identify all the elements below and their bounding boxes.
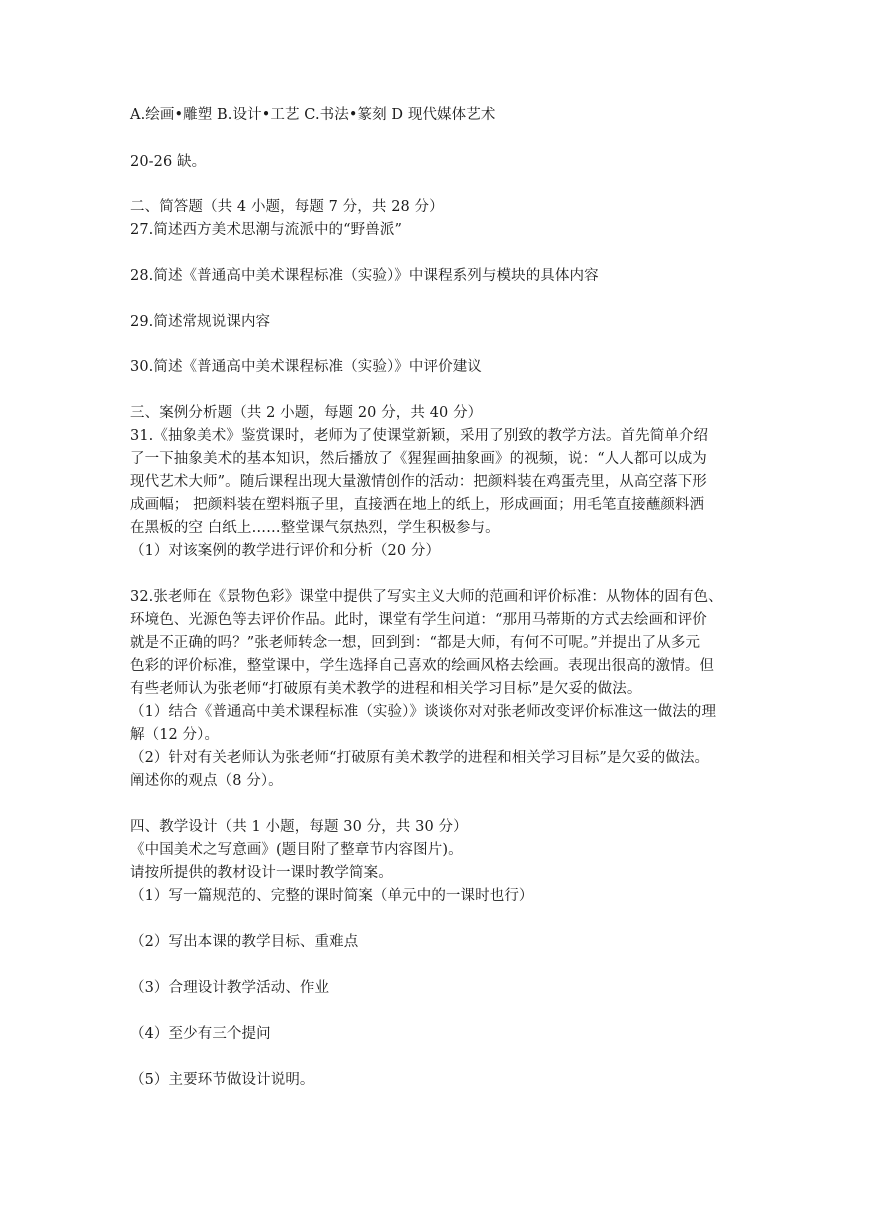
question-32-line-1: 32.张老师在《景物色彩》课堂中提供了写实主义大师的范画和评价标准：从物体的固有色、 — [130, 589, 723, 605]
question-32-subquestion-2: （2）针对有关老师认为张老师“打破原有美术教学的进程和相关学习目标”是欠妥的做法。 — [130, 750, 710, 766]
question-32-subquestion-1-cont: 解（12 分）。 — [130, 727, 220, 743]
missing-note: 20-26 缺。 — [130, 154, 207, 170]
question-32-line-5: 有些老师认为张老师“打破原有美术教学的进程和相关学习目标”是欠妥的做法。 — [130, 681, 642, 697]
section3-heading: 三、案例分析题（共 2 小题，每题 20 分，共 40 分） — [130, 405, 483, 421]
question-32-subquestion-2-cont: 阐述你的观点（8 分）。 — [130, 773, 283, 789]
question-31-subquestion-1: （1）对该案例的教学进行评价和分析（20 分） — [130, 543, 441, 559]
design-requirement-2: （2）写出本课的教学目标、重难点 — [130, 934, 359, 950]
design-requirement-1: （1）写一篇规范的、完整的课时简案（单元中的一课时也行） — [130, 888, 534, 904]
design-topic: 《中国美术之写意画》(题目附了整章节内容图片)。 — [130, 842, 463, 858]
design-requirement-4: （4）至少有三个提问 — [130, 1026, 271, 1042]
design-instruction: 请按所提供的教材设计一课时教学简案。 — [130, 865, 393, 881]
question-32-line-2: 环境色、光源色等去评价作品。此时，课堂有学生问道：“那用马蒂斯的方式去绘画和评价 — [130, 612, 707, 628]
question-28: 28.简述《普通高中美术课程标准（实验）》中课程系列与模块的具体内容 — [130, 268, 599, 284]
question-31-line-1: 31.《抽象美术》鉴赏课时，老师为了使课堂新颖，采用了别致的教学方法。首先简单介绍 — [130, 428, 709, 444]
question-31-line-5: 在黑板的空 白纸上……整堂课气氛热烈，学生积极参与。 — [130, 520, 500, 536]
design-requirement-3: （3）合理设计教学活动、作业 — [130, 980, 330, 996]
question-30: 30.简述《普通高中美术课程标准（实验）》中评价建议 — [130, 359, 482, 375]
question-31-line-3: 现代艺术大师”。随后课程出现大量激情创作的活动：把颜料装在鸡蛋壳里，从高空落下形 — [130, 474, 707, 490]
question-27: 27.简述西方美术思潮与流派中的“野兽派” — [130, 222, 402, 238]
question-32-line-4: 色彩的评价标准，整堂课中，学生选择自己喜欢的绘画风格去绘画。表现出很高的激情。但 — [130, 658, 714, 674]
section2-heading: 二、简答题（共 4 小题，每题 7 分，共 28 分） — [130, 199, 444, 215]
question-31-line-4: 成画幅； 把颜料装在塑料瓶子里，直接洒在地上的纸上，形成画面；用毛笔直接蘸颜料洒 — [130, 497, 705, 513]
question-32-subquestion-1: （1）结合《普通高中美术课程标准（实验）》谈谈你对对张老师改变评价标准这一做法的理 — [130, 704, 717, 720]
question-31-line-2: 了一下抽象美术的基本知识，然后播放了《猩猩画抽象画》的视频，说：“人人都可以成为 — [130, 451, 707, 467]
design-requirement-5: （5）主要环节做设计说明。 — [130, 1072, 315, 1088]
options-line: A.绘画•雕塑 B.设计•工艺 C.书法•篆刻 D 现代媒体艺术 — [130, 107, 496, 123]
question-29: 29.简述常规说课内容 — [130, 314, 271, 330]
question-32-line-3: 就是不正确的吗？”张老师转念一想，回到到：“都是大师，有何不可呢。”并提出了从多元 — [130, 635, 701, 651]
section4-heading: 四、教学设计（共 1 小题，每题 30 分，共 30 分） — [130, 819, 468, 835]
